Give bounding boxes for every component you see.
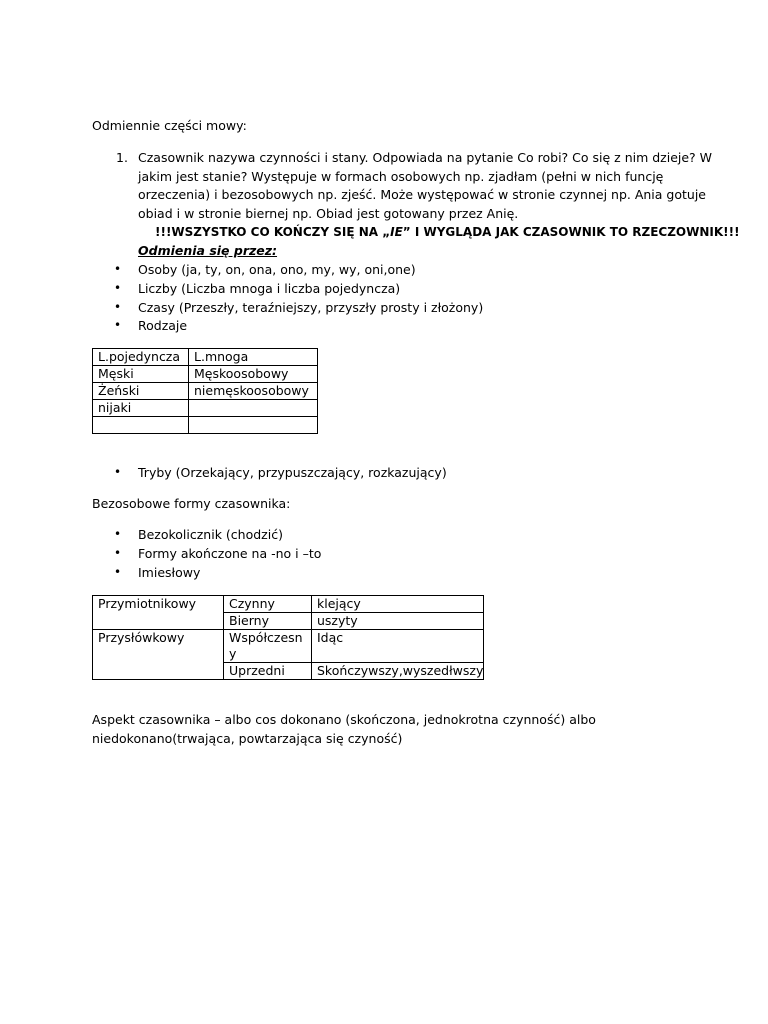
table-cell: Żeński [93,383,189,400]
table-cell [93,417,189,434]
table-row [93,400,318,417]
list-item: Rodzaje [138,318,188,333]
bullet-icon: • [114,262,122,276]
paragraph-line: Czasownik nazywa czynności i stany. Odpowiada na pytanie Co robi? Co się z nim dzieje? W [138,150,713,165]
table-row [93,383,318,400]
warning-ie: IE [390,225,403,239]
list-item: Osoby (ja, ty, on, ona, ono, my, wy, oni,one) [138,262,416,277]
list-item: Formy akończone na -no i –to [138,546,322,561]
table-cell: Skończywszy,wyszedłwszy [312,663,484,680]
table-cell: Czynny [224,596,312,613]
bullet-icon: • [114,318,122,332]
table-cell: nijaki [93,400,189,417]
table-cell [189,400,318,417]
table-cell: Męskoosobowy [189,366,318,383]
paragraph-line: jakim jest stanie? Występuje w formach osobowych np. zjadłam (pełni w nich funcję [138,169,664,184]
bullet-icon: • [114,546,122,560]
warning-post: ” I WYGLĄDA JAK CZASOWNIK TO RZECZOWNIK!!! [402,225,740,239]
table-row [93,366,318,383]
gender-table [92,348,318,434]
warning-note [155,223,740,242]
table-cell: klejący [312,596,484,613]
table-cell: Przymiotnikowy [93,596,224,630]
table-cell: L.mnoga [189,349,318,366]
table-row [93,417,318,434]
paragraph-line: Aspekt czasownika – albo cos dokonano (skończona, jednokrotna czynność) albo [92,712,596,727]
paragraph-line: orzeczenia) i bezosobowych np. zjeść. Może występować w stronie czynnej np. Ania gotuje [138,187,706,202]
paragraph-line: obiad i w stronie biernej np. Obiad jest gotowany przez Anię. [138,206,519,221]
warning-pre: !!!WSZYSTKO CO KOŃCZY SIĘ NA „ [155,225,391,239]
bullet-icon: • [114,465,122,479]
bullet-icon: • [114,527,122,541]
list-item: Tryby (Orzekający, przypuszczający, rozkazujący) [138,465,447,480]
bullet-icon: • [114,565,122,579]
list-item: Bezokolicznik (chodzić) [138,527,283,542]
table-cell [224,630,312,663]
list-item: Liczby (Liczba mnoga i liczba pojedyncza) [138,281,401,296]
table-cell: niemęskoosobowy [189,383,318,400]
table-cell: Męski [93,366,189,383]
section-heading: Bezosobowe formy czasownika: [92,496,291,511]
table-row [93,596,484,613]
paragraph-line: niedokonano(trwająca, powtarzająca się czyność) [92,731,403,746]
table-cell: Bierny [224,613,312,630]
document-heading: Odmiennie części mowy: [92,118,247,133]
table-cell: Uprzedni [224,663,312,680]
participles-table [92,595,484,680]
list-item: Imiesłowy [138,565,201,580]
cell-text: y [229,646,237,661]
list-number: 1. [116,150,128,165]
table-cell: L.pojedyncza [93,349,189,366]
table-cell: Idąc [312,630,484,663]
table-cell: uszyty [312,613,484,630]
table-row [93,630,484,663]
table-cell: Przysłówkowy [93,630,224,680]
bullet-icon: • [114,281,122,295]
table-cell [189,417,318,434]
cell-text: Współczesn [229,630,303,645]
bullet-icon: • [114,300,122,314]
table-row [93,349,318,366]
list-item: Czasy (Przeszły, teraźniejszy, przyszły prosty i złożony) [138,300,484,315]
conjugation-label: Odmienia się przez: [138,243,278,258]
